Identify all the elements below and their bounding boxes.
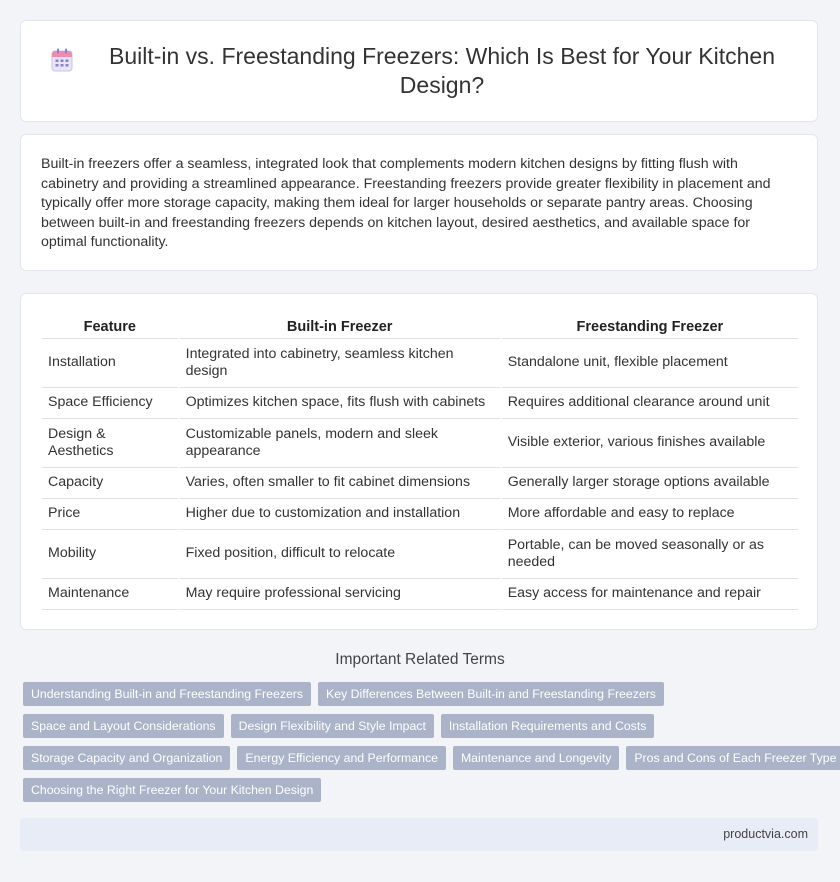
- related-term-tag[interactable]: Design Flexibility and Style Impact: [231, 714, 434, 738]
- cell-built-in: Varies, often smaller to fit cabinet dimensions: [179, 468, 501, 499]
- cell-feature: Price: [42, 499, 179, 530]
- cell-feature: Maintenance: [42, 579, 179, 610]
- comparison-table: [42, 314, 798, 610]
- cell-built-in: Integrated into cabinetry, seamless kitchen design: [179, 339, 501, 388]
- comparison-card: [20, 293, 818, 630]
- related-term-tag[interactable]: Pros and Cons of Each Freezer Type: [626, 746, 840, 770]
- cell-freestanding: Visible exterior, various finishes available: [501, 419, 798, 468]
- footer: [20, 818, 818, 851]
- cell-built-in: Customizable panels, modern and sleek appearance: [179, 419, 501, 468]
- related-term-tag[interactable]: Energy Efficiency and Performance: [237, 746, 446, 770]
- cell-freestanding: Portable, can be moved seasonally or as needed: [501, 530, 798, 579]
- table-row: [42, 530, 798, 579]
- related-term-tag[interactable]: Maintenance and Longevity: [453, 746, 619, 770]
- cell-feature: Capacity: [42, 468, 179, 499]
- cell-built-in: Optimizes kitchen space, fits flush with cabinets: [179, 388, 501, 419]
- header-freestanding: Freestanding Freezer: [501, 314, 798, 339]
- calendar-icon: [51, 48, 73, 72]
- cell-feature: Space Efficiency: [42, 388, 179, 419]
- cell-built-in: Fixed position, difficult to relocate: [179, 530, 501, 579]
- table-row: [42, 419, 798, 468]
- table-row: [42, 579, 798, 610]
- related-terms-list: [23, 682, 837, 810]
- cell-feature: Installation: [42, 339, 179, 388]
- table-row: [42, 339, 798, 388]
- table-header-row: [42, 314, 798, 339]
- related-term-tag[interactable]: Choosing the Right Freezer for Your Kitchen Design: [23, 778, 321, 802]
- cell-freestanding: Easy access for maintenance and repair: [501, 579, 798, 610]
- related-term-tag[interactable]: Installation Requirements and Costs: [441, 714, 655, 738]
- header-feature: Feature: [42, 314, 179, 339]
- related-term-tag[interactable]: Understanding Built-in and Freestanding Freezers: [23, 682, 311, 706]
- header-card: [20, 20, 818, 122]
- table-row: [42, 468, 798, 499]
- related-term-tag[interactable]: Space and Layout Considerations: [23, 714, 224, 738]
- cell-freestanding: Requires additional clearance around unit: [501, 388, 798, 419]
- cell-built-in: Higher due to customization and installation: [179, 499, 501, 530]
- related-terms-title: Important Related Terms: [335, 651, 505, 668]
- intro-text: Built-in freezers offer a seamless, integrated look that complements modern kitchen designs by fitting flush with cabinetry and providing a streamlined appearance. Freestanding freezers provide greater flexibility in placement and typically offer more storage capacity, making them ideal for larger households or separate pantry areas. Choosing between built-in and freestanding freezers depends on kitchen layout, desired aesthetics, and available space for optimal functionality.: [41, 156, 771, 250]
- header-built-in: Built-in Freezer: [179, 314, 501, 339]
- intro-card: [20, 134, 818, 271]
- page-title: Built-in vs. Freestanding Freezers: Which Is Best for Your Kitchen Design?: [108, 43, 775, 98]
- related-term-tag[interactable]: Storage Capacity and Organization: [23, 746, 230, 770]
- table-row: [42, 499, 798, 530]
- table-row: [42, 388, 798, 419]
- cell-freestanding: Generally larger storage options available: [501, 468, 798, 499]
- footer-brand[interactable]: productvia.com: [723, 827, 808, 841]
- cell-freestanding: Standalone unit, flexible placement: [501, 339, 798, 388]
- cell-built-in: May require professional servicing: [179, 579, 501, 610]
- cell-feature: Mobility: [42, 530, 179, 579]
- cell-freestanding: More affordable and easy to replace: [501, 499, 798, 530]
- cell-feature: Design & Aesthetics: [42, 419, 179, 468]
- related-term-tag[interactable]: Key Differences Between Built-in and Freestanding Freezers: [318, 682, 664, 706]
